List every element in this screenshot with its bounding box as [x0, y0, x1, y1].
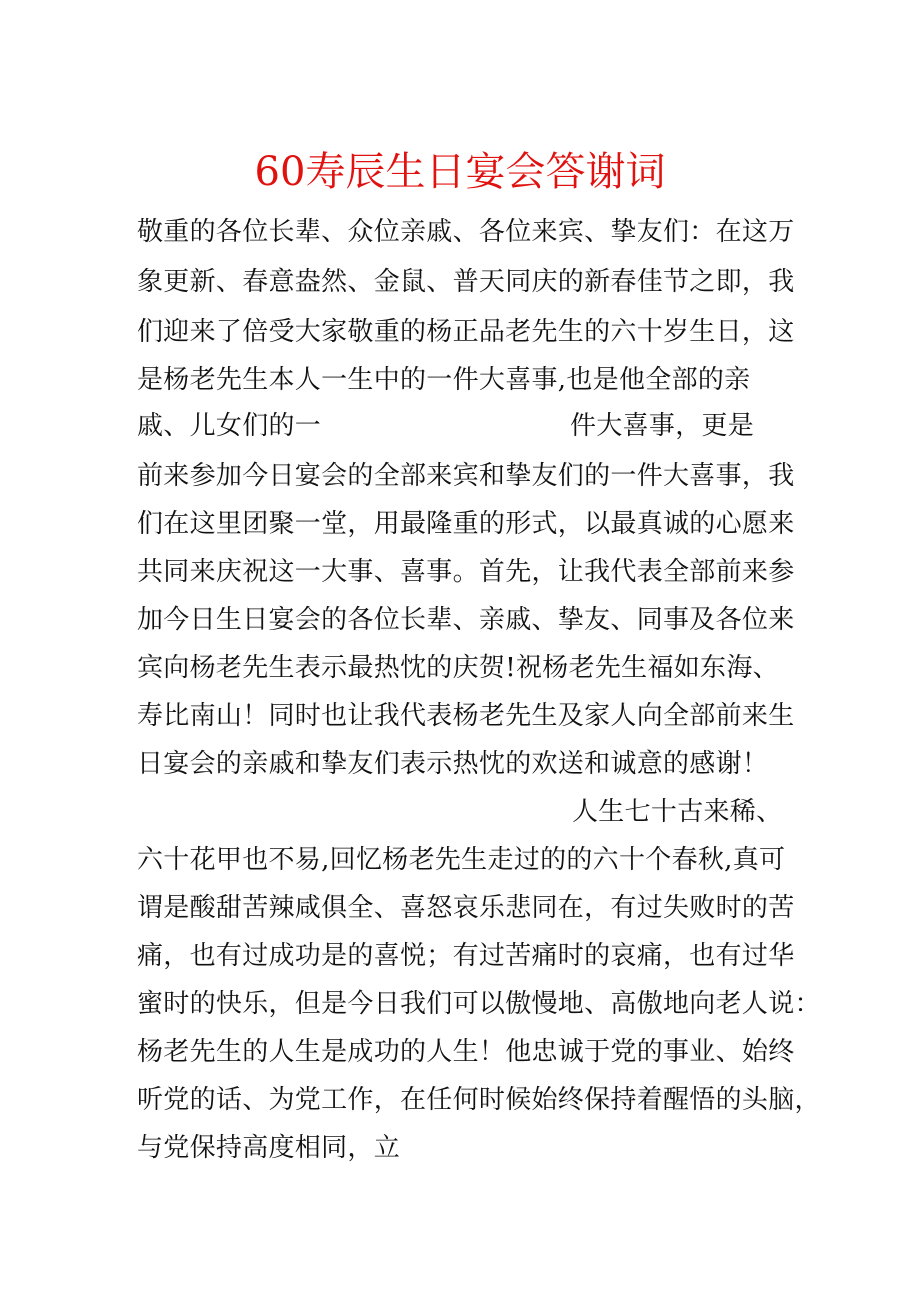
text-line-19: 听党的话、为党工作，在任何时候始终保持着醒悟的头脑， — [137, 1085, 821, 1115]
text-line-5-right: 件大喜事，更是 — [570, 411, 755, 441]
text-line-4: 是杨老先生本人一生中的一件大喜事,也是他全部的亲 — [137, 365, 751, 395]
document-title: 60寿辰生日宴会答谢词 — [254, 149, 666, 195]
text-line-12: 日宴会的亲戚和挚友们表示热忱的欢送和诚意的感谢！ — [137, 749, 769, 779]
text-line-6: 前来参加今日宴会的全部来宾和挚友们的一件大喜事，我 — [137, 461, 795, 491]
text-line-5-left: 戚、儿女们的一 — [137, 411, 322, 441]
text-line-20: 与党保持高度相同，立 — [137, 1133, 401, 1163]
text-line-10: 宾向杨老先生表示最热忱的庆贺!祝杨老先生福如东海、 — [137, 653, 779, 683]
text-line-17: 蜜时的快乐，但是今日我们可以傲慢地、高傲地向老人说： — [137, 989, 821, 1019]
text-line-11: 寿比南山！同时也让我代表杨老先生及家人向全部前来生 — [137, 701, 795, 731]
text-line-14: 六十花甲也不易,回忆杨老先生走过的的六十个春秋,真可 — [137, 845, 786, 875]
text-line-13-indented: 人生七十古来稀、 — [572, 797, 783, 827]
text-line-16: 痛，也有过成功是的喜悦；有过苦痛时的哀痛，也有过华 — [137, 941, 795, 971]
text-line-2: 象更新、春意盎然、金鼠、普天同庆的新春佳节之即，我 — [137, 267, 795, 297]
text-line-9: 加今日生日宴会的各位长辈、亲戚、挚友、同事及各位来 — [137, 605, 795, 635]
text-line-15: 谓是酸甜苦辣咸俱全、喜怒哀乐悲同在，有过失败时的苦 — [137, 893, 795, 923]
text-line-8: 共同来庆祝这一大事、喜事。首先，让我代表全部前来参 — [137, 557, 795, 587]
text-line-3: 们迎来了倍受大家敬重的杨正品老先生的六十岁生日，这 — [137, 317, 795, 347]
text-line-7: 们在这里团聚一堂，用最隆重的形式，以最真诚的心愿来 — [137, 509, 795, 539]
text-line-1: 敬重的各位长辈、众位亲戚、各位来宾、挚友们：在这万 — [137, 217, 795, 247]
text-line-18: 杨老先生的人生是成功的人生！他忠诚于党的事业、始终 — [137, 1037, 795, 1067]
